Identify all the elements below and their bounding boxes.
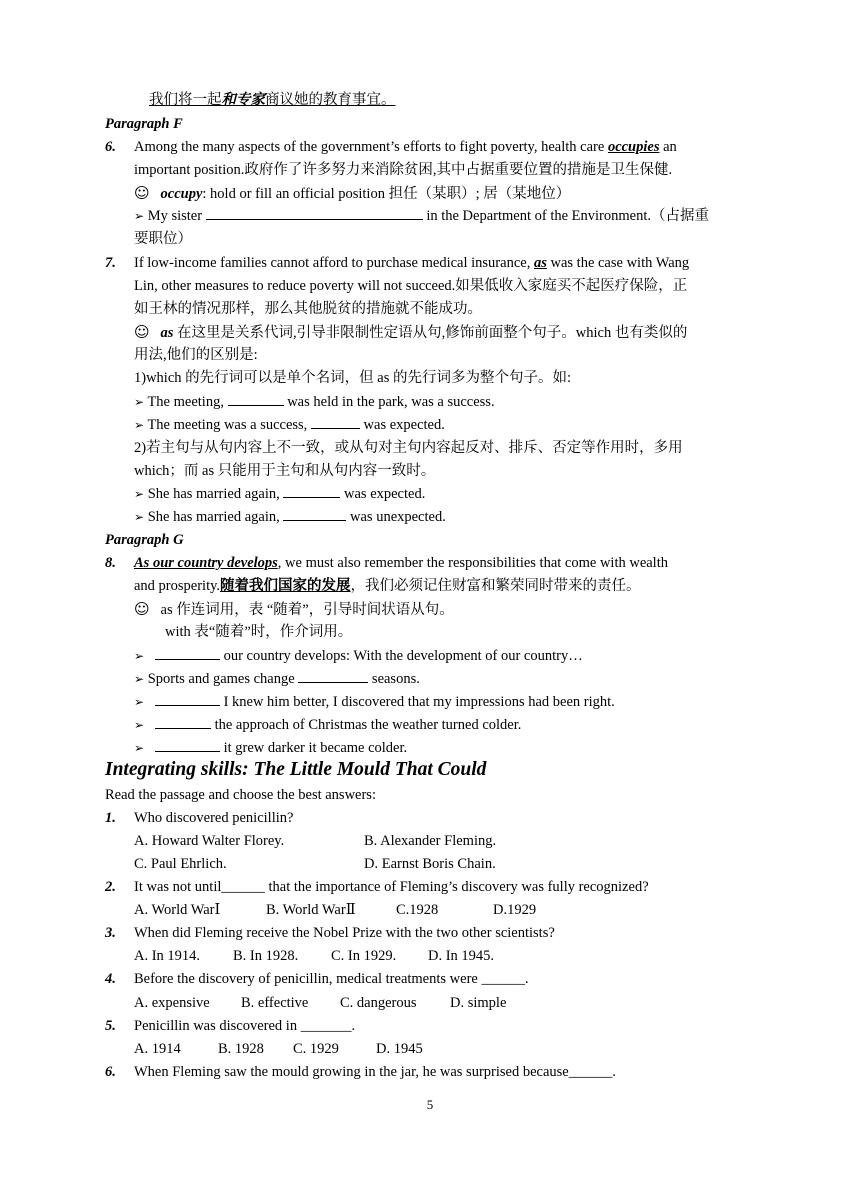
- q8-example5: [134, 738, 407, 758]
- fill-blank[interactable]: [283, 507, 346, 521]
- q7-text: If low-income families cannot afford to purchase medical insurance,: [134, 255, 534, 271]
- arrow-bullet-icon: ➢: [134, 672, 145, 686]
- q8-example3: [134, 692, 615, 712]
- fill-blank[interactable]: [228, 392, 284, 406]
- question-number: 6.: [105, 1064, 116, 1080]
- question-text: Who discovered penicillin?: [134, 810, 294, 826]
- q8-note1: [134, 599, 454, 620]
- note-word: as: [160, 325, 174, 341]
- fill-blank[interactable]: [283, 484, 340, 498]
- paragraph-g-heading: Paragraph G: [105, 532, 184, 548]
- option[interactable]: A. In 1914.: [134, 948, 201, 964]
- q6-line1: [134, 137, 677, 157]
- q6-example: [134, 206, 709, 226]
- note-text: as 作连词用，表 “随着”，引导时间状语从句。: [160, 602, 454, 618]
- question-text: Penicillin was discovered in _______.: [134, 1018, 356, 1034]
- q7-note1: [134, 322, 687, 343]
- option[interactable]: A. 1914: [134, 1041, 181, 1057]
- example-text-end: was expected.: [340, 486, 426, 502]
- example-text: She has married again,: [147, 509, 284, 525]
- option[interactable]: C. dangerous: [340, 995, 417, 1011]
- option[interactable]: C. 1929: [293, 1041, 339, 1057]
- q8-keyword-cn: 随着我们国家的发展: [220, 578, 351, 594]
- question-text: When Fleming saw the mould growing in the jar, he was surprised because______.: [134, 1064, 616, 1080]
- option[interactable]: D. In 1945.: [428, 948, 495, 964]
- top-line-part2: 和专家: [221, 92, 265, 108]
- example-text-end: was unexpected.: [346, 509, 446, 525]
- fill-blank[interactable]: [311, 415, 360, 429]
- option[interactable]: A. expensive: [134, 995, 210, 1011]
- question-text: Before the discovery of penicillin, medical treatments were ______.: [134, 971, 529, 987]
- q8-line2: [134, 576, 641, 596]
- q7-example2: [134, 415, 445, 435]
- q6-text-end: an: [659, 139, 677, 155]
- fill-blank[interactable]: [155, 646, 220, 660]
- example-text-end: was held in the park, was a success.: [283, 394, 495, 410]
- option[interactable]: B. In 1928.: [233, 948, 299, 964]
- option[interactable]: C. In 1929.: [331, 948, 397, 964]
- arrow-bullet-icon: ➢: [134, 649, 145, 663]
- item-number: 6.: [105, 139, 116, 155]
- q8-text: , we must also remember the responsibilities that come with wealth: [277, 555, 668, 571]
- q8-note2: with 表“随着”时，作介词用。: [165, 624, 353, 640]
- q7-keyword: as: [533, 255, 547, 271]
- top-line: [149, 90, 396, 110]
- q7-example1: [134, 392, 495, 412]
- q6-note: [134, 183, 570, 204]
- q7-text-end: was the case with Wang: [546, 255, 690, 271]
- q7-example4: [134, 507, 446, 527]
- option[interactable]: C. Paul Ehrlich.: [134, 856, 227, 872]
- q8-text-end: ，我们必须记住财富和繁荣同时带来的责任。: [350, 578, 641, 594]
- question-number: 2.: [105, 879, 116, 895]
- option[interactable]: A. Howard Walter Florey.: [134, 833, 285, 849]
- option[interactable]: B. World WarⅡ: [266, 902, 356, 918]
- question-text: It was not until______ that the importance of Fleming’s discovery was fully recognized?: [134, 879, 649, 895]
- example-text-end: in the Department of the Environment.（占据重: [422, 208, 709, 224]
- example-text-end: seasons.: [368, 671, 420, 687]
- q7-line1: [134, 253, 689, 273]
- fill-blank[interactable]: [155, 738, 220, 752]
- q6-line2: important position.政府作了许多努力来消除贫困,其中占据重要位置的措施是卫生保健.: [134, 162, 673, 178]
- q8-line1: [134, 553, 668, 573]
- option[interactable]: C.1928: [396, 902, 439, 918]
- q7-line3: 如王林的情况那样，那么其他脱贫的措施就不能成功。: [134, 301, 482, 317]
- q7-note2: 用法,他们的区别是:: [134, 347, 258, 363]
- arrow-bullet-icon: ➢: [134, 510, 145, 524]
- example-text-end: was expected.: [359, 417, 445, 433]
- q8-text: and prosperity.: [134, 578, 221, 594]
- arrow-bullet-icon: ➢: [134, 209, 145, 223]
- page-number: 5: [426, 1097, 434, 1112]
- example-text: The meeting,: [147, 394, 228, 410]
- example-text: the approach of Christmas the weather turned colder.: [210, 717, 522, 733]
- question-number: 1.: [105, 810, 116, 826]
- arrow-bullet-icon: ➢: [134, 741, 145, 755]
- item-number: 8.: [105, 555, 116, 571]
- arrow-bullet-icon: ➢: [134, 718, 145, 732]
- q7-example3: [134, 484, 425, 504]
- q8-example1: [134, 646, 583, 666]
- example-text: our country develops: With the development of our country…: [219, 648, 583, 664]
- fill-blank[interactable]: [155, 692, 220, 706]
- smiley-icon: ☺: [134, 184, 150, 202]
- arrow-bullet-icon: ➢: [134, 487, 145, 501]
- arrow-bullet-icon: ➢: [134, 418, 145, 432]
- fill-blank[interactable]: [206, 206, 423, 220]
- option[interactable]: D.1929: [493, 902, 537, 918]
- q7-note3: 1)which 的先行词可以是单个名词，但 as 的先行词多为整个句子。如:: [134, 370, 571, 386]
- q6-keyword: occupies: [607, 139, 660, 155]
- paragraph-f-heading: Paragraph F: [105, 116, 183, 132]
- question-number: 4.: [105, 971, 116, 987]
- arrow-bullet-icon: ➢: [134, 395, 145, 409]
- example-text: I knew him better, I discovered that my impressions had been right.: [219, 694, 615, 710]
- smiley-icon: ☺: [134, 323, 150, 341]
- note-word: occupy: [160, 186, 203, 202]
- arrow-bullet-icon: ➢: [134, 695, 145, 709]
- section-title: Integrating skills: The Little Mould That Could: [105, 759, 487, 780]
- top-line-part3: 商议她的教育事宜。: [265, 92, 396, 108]
- option[interactable]: D. simple: [450, 995, 507, 1011]
- note-text: : hold or fill an official position 担任（某职）; 居（某地位）: [202, 186, 571, 202]
- fill-blank[interactable]: [155, 715, 211, 729]
- option[interactable]: B. Alexander Fleming.: [364, 833, 497, 849]
- q7-note4: 2)若主句与从句内容上不一致，或从句对主句内容起反对、排斥、否定等作用时，多用: [134, 440, 683, 456]
- q8-example2: [134, 669, 420, 689]
- example-text: Sports and games change: [147, 671, 299, 687]
- question-text: When did Fleming receive the Nobel Prize with the two other scientists?: [134, 925, 555, 941]
- item-number: 7.: [105, 255, 116, 271]
- note-text: 在这里是关系代词,引导非限制性定语从句,修饰前面整个句子。which 也有类似的: [173, 325, 688, 341]
- example-text: it grew darker it became colder.: [219, 740, 408, 756]
- question-number: 5.: [105, 1018, 116, 1034]
- q7-note5: which；而 as 只能用于主句和从句内容一致时。: [134, 463, 436, 479]
- option[interactable]: D. 1945: [376, 1041, 423, 1057]
- q8-keyword: As our country develops: [134, 555, 278, 571]
- top-line-part1: 我们将一起: [149, 92, 222, 108]
- option[interactable]: B. 1928: [218, 1041, 264, 1057]
- example-text: The meeting was a success,: [147, 417, 311, 433]
- option[interactable]: D. Earnst Boris Chain.: [364, 856, 496, 872]
- fill-blank[interactable]: [298, 669, 368, 683]
- q8-example4: [134, 715, 521, 735]
- question-number: 3.: [105, 925, 116, 941]
- smiley-icon: ☺: [134, 600, 150, 618]
- instruction: Read the passage and choose the best answers:: [105, 787, 376, 803]
- example-text: My sister: [147, 208, 206, 224]
- option[interactable]: A. World WarⅠ: [134, 902, 221, 918]
- example-text: She has married again,: [147, 486, 284, 502]
- option[interactable]: B. effective: [241, 995, 309, 1011]
- q7-line2: Lin, other measures to reduce poverty will not succeed.如果低收入家庭买不起医疗保险，正: [134, 278, 688, 294]
- q6-example-cont: 要职位）: [134, 231, 192, 247]
- q6-text: Among the many aspects of the government’s efforts to fight poverty, health care: [134, 139, 608, 155]
